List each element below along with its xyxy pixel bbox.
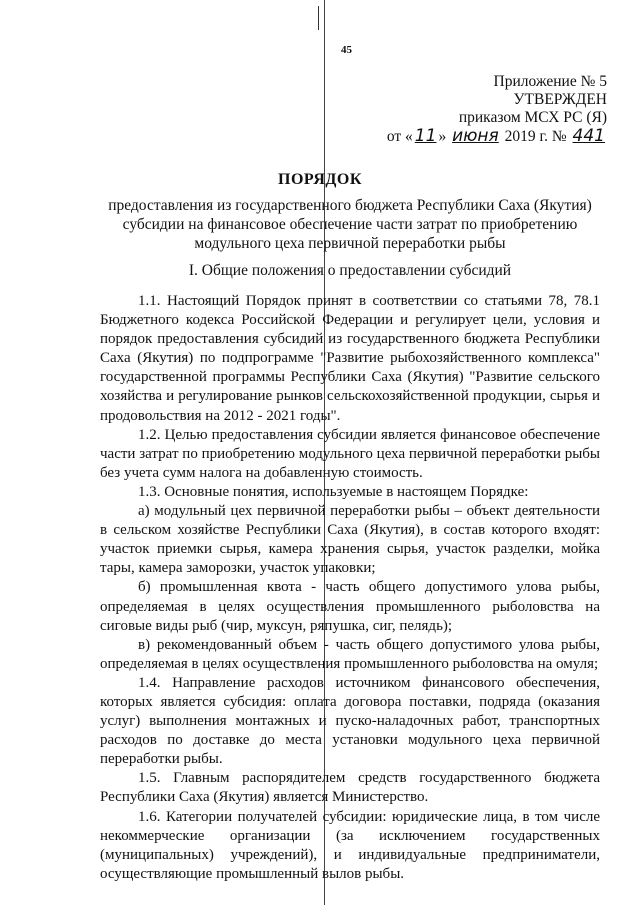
scan-mark bbox=[318, 6, 319, 30]
paragraph: 1.1. Настоящий Порядок принят в соответствии со статьями 78, 78.1 Бюджетного кодекса Российской Федерации и регулирует цели, условия и порядок предоставления субсидий из государственного бюджета Республики Саха (Якутия) по подпрограмме "Развитие рыбохозяйственного комплекса" государственной программы Республики Саха (Якутия) "Развитие сельского хозяйства и регулирование рынков сельскохозяйственной продукции, сырья и продовольствия на 2012 - 2021 годы". bbox=[100, 293, 600, 424]
paragraph: 1.5. Главным распорядителем средств государственного бюджета Республики Саха (Якутия) является Министерство. bbox=[100, 770, 600, 806]
approval-block bbox=[277, 73, 607, 146]
handwritten-day: 11 bbox=[414, 126, 437, 146]
order-date-line bbox=[277, 127, 607, 146]
date-mid: » bbox=[438, 128, 447, 145]
paragraph: 1.3. Основные понятия, используемые в настоящем Порядке: bbox=[138, 483, 529, 500]
document-title: ПОРЯДОК bbox=[278, 171, 362, 188]
section-heading: I. Общие положения о предоставлении субсидий bbox=[188, 262, 512, 279]
approved-label: УТВЕРЖДЕН bbox=[513, 91, 607, 108]
date-year: 2019 г. № bbox=[504, 128, 567, 145]
paragraph: в) рекомендованный объем - часть общего допустимого улова рыбы, определяемая в целях осуществления промышленного рыболовства на омуля; bbox=[100, 636, 600, 672]
page-number: 45 bbox=[341, 44, 352, 56]
paragraph: 1.4. Направление расходов источником финансового обеспечения, которых является субсидия: оплата договора поставки, подряда (оказания услуг) выполнения монтажных и пуско-наладочных работ, транспортных расходов по доставке до места установки модульного цеха первичной переработки рыбы. bbox=[100, 674, 600, 768]
paragraph: 1.2. Целью предоставления субсидии является финансовое обеспечение части затрат по приобретению модульного цеха первичной переработки рыбы без учета сумм налога на добавленную стоимость. bbox=[100, 426, 600, 481]
appendix-label: Приложение № 5 bbox=[493, 73, 607, 90]
paragraph: а) модульный цех первичной переработки рыбы – объект деятельности в сельском хозяйстве Республики Саха (Якутия), в состав которого входят: участок приемки сырья, камера хранения сырья, участок разделки, мойка тары, камера заморозки, участок упаковки; bbox=[100, 503, 600, 577]
paragraph: 1.6. Категории получателей субсидии: юридические лица, в том числе некоммерческие организации (за исключением государственных (муниципальных) учреждений), и индивидуальные предприниматели, осуществляющие промышленный вылов рыбы. bbox=[100, 808, 600, 882]
handwritten-month: июня bbox=[452, 126, 499, 146]
paragraph: б) промышленная квота - часть общего допустимого улова рыбы, определяемая в целях осуществления промышленного рыболовства на сиговые виды рыб (чир, муксун, ряпушка, сиг, пелядь); bbox=[100, 579, 600, 634]
handwritten-number: 441 bbox=[572, 126, 605, 146]
document-subtitle: предоставления из государственного бюджета Республики Саха (Якутия) субсидии на финансовое обеспечение части затрат по приобретению модульного цеха первичной переработки рыбы bbox=[108, 197, 592, 252]
document-body bbox=[100, 292, 600, 884]
date-prefix: от « bbox=[386, 128, 413, 145]
order-label: приказом МСХ РС (Я) bbox=[458, 109, 607, 126]
